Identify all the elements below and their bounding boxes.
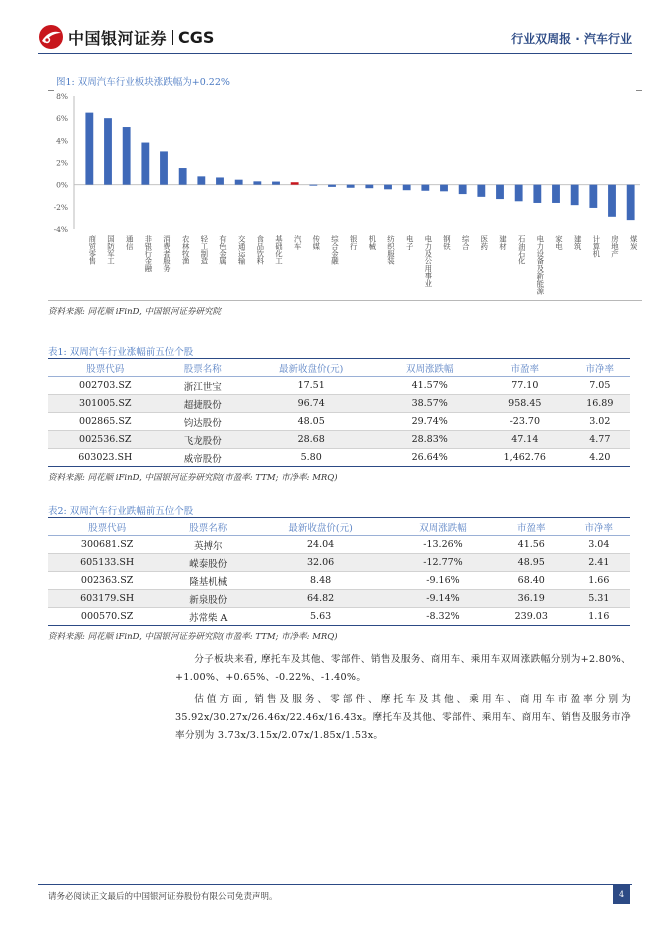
table-cell: 浙江世宝: [163, 377, 243, 395]
table-cell: -13.26%: [391, 536, 495, 554]
y-tick-label: 0%: [56, 180, 68, 190]
table-row: [48, 536, 630, 554]
table-cell: 苏常柴 A: [166, 608, 250, 626]
x-category-label: 房地产: [610, 235, 620, 258]
valuation-paragraph: 估值方面, 销售及服务、零部件、摩托车及其他、乘用车、商用车市盈率分别为35.92x/30.27x/26.46x/22.46x/16.43x。摩托车及其他、零部件、乘用车、商用车、销售及服务市净率分别为 3.73x/3.15x/2.07x/1.85x/1.53x。: [175, 694, 631, 741]
subsector-change-paragraph: 分子板块来看, 摩托车及其他、零部件、销售及服务、商用车、乘用车双周涨跌幅分别为+2.80%、+1.00%、+0.65%、-0.22%、-1.40%。: [175, 654, 631, 683]
bar-9: [235, 180, 243, 185]
x-category-label: 电力及公用事业: [423, 235, 433, 287]
x-category-label: 基础化工: [274, 235, 284, 265]
table-cell: 605133.SH: [48, 554, 166, 572]
table-cell: 3.04: [568, 536, 630, 554]
table-cell: 28.68: [243, 431, 379, 449]
table-cell: 1.66: [568, 572, 630, 590]
y-tick-label: 4%: [56, 136, 68, 146]
bar-26: [552, 185, 560, 203]
column-header: 市净率: [570, 359, 630, 377]
x-category-label: 医药: [479, 235, 489, 250]
table-row: [48, 413, 630, 431]
company-logo: [38, 24, 214, 50]
table-cell: 29.74%: [379, 413, 480, 431]
column-header: 最新收盘价(元): [250, 518, 391, 536]
bar-7: [197, 176, 205, 184]
sector-change-bar-chart: [40, 86, 644, 300]
table-row: [48, 572, 630, 590]
column-header: 市盈率: [480, 359, 570, 377]
bar-24: [515, 185, 523, 202]
bar-25: [533, 185, 541, 203]
figure1-bottom-rule: [48, 300, 642, 301]
x-category-label: 综合金融: [330, 235, 340, 265]
x-category-label: 食品饮料: [255, 235, 265, 265]
x-category-label: 消费者服务: [162, 235, 172, 272]
table-header-row: [48, 359, 630, 377]
figure1-title: 图1: 双周汽车行业板块涨跌幅为+0.22%: [56, 77, 230, 88]
x-category-label: 交通运输: [237, 235, 247, 265]
column-header: 双周涨跌幅: [379, 359, 480, 377]
table-cell: 威帝股份: [163, 449, 243, 467]
bar-8: [216, 177, 224, 184]
x-category-label: 电子: [405, 235, 415, 250]
x-category-label: 传媒: [311, 235, 321, 250]
x-category-label: 银行: [349, 235, 359, 250]
table-cell: 36.19: [495, 590, 568, 608]
bar-15: [347, 185, 355, 188]
bar-16: [365, 185, 373, 189]
y-tick-label: -2%: [53, 202, 68, 212]
column-header: 最新收盘价(元): [243, 359, 379, 377]
bar-28: [589, 185, 597, 208]
table-cell: 239.03: [495, 608, 568, 626]
table-cell: 隆基机械: [166, 572, 250, 590]
table-cell: 301005.SZ: [48, 395, 163, 413]
column-header: 市盈率: [495, 518, 568, 536]
x-category-label: 钢铁: [442, 235, 452, 250]
table-cell: 24.04: [250, 536, 391, 554]
x-category-label: 国防军工: [106, 235, 116, 265]
table-cell: 英搏尔: [166, 536, 250, 554]
table-cell: 4.77: [570, 431, 630, 449]
table-row: [48, 395, 630, 413]
x-category-label: 轻工制造: [199, 235, 209, 265]
table-cell: 17.51: [243, 377, 379, 395]
table-cell: 28.83%: [379, 431, 480, 449]
table-row: [48, 377, 630, 395]
table-cell: 64.82: [250, 590, 391, 608]
x-category-label: 家电: [554, 235, 564, 250]
column-header: 市净率: [568, 518, 630, 536]
bar-17: [384, 185, 392, 190]
table-cell: 嵘泰股份: [166, 554, 250, 572]
bar-1: [85, 113, 93, 185]
bar-30: [627, 185, 635, 220]
x-category-label: 机械: [367, 235, 377, 250]
y-tick-label: 2%: [56, 158, 68, 168]
table-header-row: [48, 518, 630, 536]
bar-3: [123, 127, 131, 185]
table-cell: 47.14: [480, 431, 570, 449]
y-tick-label: 6%: [56, 114, 68, 124]
table-cell: -9.14%: [391, 590, 495, 608]
x-category-label: 计算机: [591, 235, 601, 258]
column-header: 股票代码: [48, 518, 166, 536]
x-category-label: 石油石化: [517, 235, 527, 265]
x-category-label: 非银行金融: [143, 235, 153, 272]
table-cell: -8.32%: [391, 608, 495, 626]
table-cell: 1.16: [568, 608, 630, 626]
x-category-label: 汽车: [293, 235, 303, 250]
footer-divider: [38, 884, 632, 885]
bar-20: [440, 185, 448, 192]
table-cell: 5.80: [243, 449, 379, 467]
table-cell: 000570.SZ: [48, 608, 166, 626]
table-cell: 002363.SZ: [48, 572, 166, 590]
bar-29: [608, 185, 616, 217]
bar-21: [459, 185, 467, 194]
table-cell: 002536.SZ: [48, 431, 163, 449]
table-cell: -23.70: [480, 413, 570, 431]
table-cell: 2.41: [568, 554, 630, 572]
report-type: 行业双周报 · 汽车行业: [511, 32, 632, 46]
bar-22: [477, 185, 485, 197]
table-cell: 96.74: [243, 395, 379, 413]
bar-12: [291, 182, 299, 184]
table-cell: -9.16%: [391, 572, 495, 590]
column-header: 股票代码: [48, 359, 163, 377]
table-cell: 48.95: [495, 554, 568, 572]
table2-source: 资料来源: 同花顺 iFinD, 中国银河证券研究院(市盈率: TTM; 市净率: MRQ): [48, 632, 338, 642]
x-category-label: 建材: [498, 235, 508, 250]
table-cell: 77.10: [480, 377, 570, 395]
table-row: [48, 590, 630, 608]
bar-2: [104, 118, 112, 185]
top-losers-table: [48, 517, 630, 626]
table-cell: 300681.SZ: [48, 536, 166, 554]
galaxy-logo-icon: [38, 24, 64, 50]
table-cell: 1,462.76: [480, 449, 570, 467]
table-cell: 38.57%: [379, 395, 480, 413]
table-cell: 002703.SZ: [48, 377, 163, 395]
x-category-label: 纺织服装: [386, 235, 396, 265]
table-row: [48, 431, 630, 449]
top-gainers-table: [48, 358, 630, 467]
table-cell: 飞龙股份: [163, 431, 243, 449]
table-cell: 超捷股份: [163, 395, 243, 413]
table-cell: 5.31: [568, 590, 630, 608]
x-category-label: 有色金属: [218, 235, 228, 265]
table-cell: 603023.SH: [48, 449, 163, 467]
table-cell: 48.05: [243, 413, 379, 431]
disclaimer-text: 请务必阅读正文最后的中国银河证券股份有限公司免责声明。: [48, 892, 278, 902]
table-cell: 68.40: [495, 572, 568, 590]
logo-english-name: CGS: [178, 27, 215, 47]
table-cell: 5.63: [250, 608, 391, 626]
table-cell: 41.56: [495, 536, 568, 554]
page-number: 4: [613, 885, 630, 904]
table-cell: 3.02: [570, 413, 630, 431]
table-cell: 41.57%: [379, 377, 480, 395]
x-category-label: 煤炭: [629, 235, 639, 250]
x-category-label: 通信: [125, 235, 135, 250]
bar-18: [403, 185, 411, 191]
column-header: 双周涨跌幅: [391, 518, 495, 536]
bar-6: [179, 168, 187, 185]
x-category-label: 农林牧渔: [181, 235, 191, 265]
logo-separator: [172, 30, 173, 45]
table-cell: 958.45: [480, 395, 570, 413]
table-cell: 7.05: [570, 377, 630, 395]
bar-4: [141, 143, 149, 185]
figure1-source: 资料来源: 同花顺 iFinD, 中国银河证券研究院: [48, 307, 221, 317]
analysis-text: [175, 651, 631, 749]
table-row: [48, 449, 630, 467]
table-cell: 8.48: [250, 572, 391, 590]
table-cell: 26.64%: [379, 449, 480, 467]
table-cell: 新泉股份: [166, 590, 250, 608]
header-divider: [38, 53, 632, 54]
logo-chinese-name: 中国银河证券: [68, 28, 168, 48]
column-header: 股票名称: [163, 359, 243, 377]
table-cell: 钧达股份: [163, 413, 243, 431]
column-header: 股票名称: [166, 518, 250, 536]
table-cell: 4.20: [570, 449, 630, 467]
bar-14: [328, 185, 336, 187]
bar-10: [253, 181, 261, 184]
bar-11: [272, 182, 280, 185]
table-cell: -12.77%: [391, 554, 495, 572]
x-category-label: 商贸零售: [87, 235, 97, 265]
table-row: [48, 554, 630, 572]
bar-5: [160, 151, 168, 184]
bar-27: [571, 185, 579, 206]
table-cell: 32.06: [250, 554, 391, 572]
x-category-label: 建筑: [573, 235, 583, 250]
table1-source: 资料来源: 同花顺 iFinD, 中国银河证券研究院(市盈率: TTM; 市净率: MRQ): [48, 473, 338, 483]
table-row: [48, 608, 630, 626]
bar-19: [421, 185, 429, 191]
table1-title: 表1: 双周汽车行业涨幅前五位个股: [48, 347, 194, 358]
x-category-label: 电力设备及新能源: [535, 235, 545, 295]
bar-23: [496, 185, 504, 199]
table-cell: 002865.SZ: [48, 413, 163, 431]
table-cell: 603179.SH: [48, 590, 166, 608]
y-tick-label: -4%: [53, 225, 68, 234]
y-tick-label: 8%: [56, 92, 68, 101]
table-cell: 16.89: [570, 395, 630, 413]
x-category-label: 综合: [461, 235, 471, 250]
table2-title: 表2: 双周汽车行业跌幅前五位个股: [48, 506, 194, 517]
bar-13: [309, 185, 317, 186]
page-header: [0, 0, 662, 52]
